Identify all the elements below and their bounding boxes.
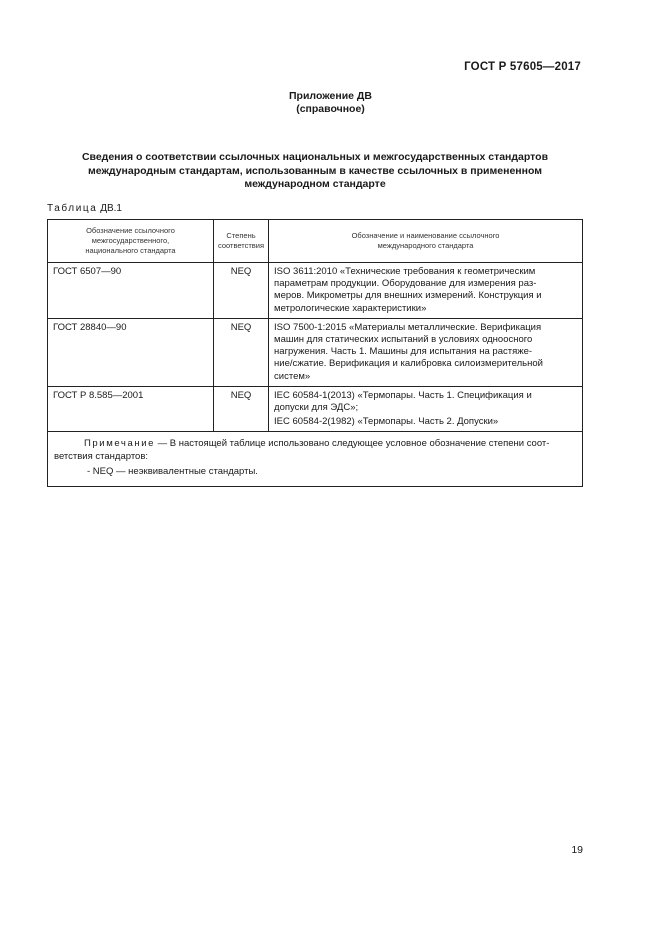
cell-standard: ГОСТ Р 8.585—2001 (48, 386, 214, 432)
header-degree: Степень соответствия (214, 220, 269, 263)
cell-degree: NEQ (214, 318, 269, 386)
table-caption-number: ДВ.1 (100, 203, 122, 214)
table-header-row (48, 220, 583, 263)
note-list-item: - NEQ — неэквивалентные стандарты. (87, 466, 258, 478)
heading-line: Сведения о соответствии ссылочных национальных и межгосударственных стандартов (81, 151, 549, 163)
cell-standard: ГОСТ 28840—90 (48, 318, 214, 386)
appendix-title: Приложение ДВ (289, 90, 372, 102)
cell-degree: NEQ (214, 263, 269, 319)
note-label: Примечание (84, 438, 155, 450)
cell-international: ISO 7500-1:2015 «Материалы металлические. Верификация машин для статических испытаний в условиях одноосного нагружения. Часть 1. Машины для испытания на растяже- ние/сжатие. Верификация и калибровка силоизмерительной систем» (269, 318, 583, 386)
table-note (48, 432, 583, 487)
note-paragraph (54, 438, 576, 451)
correspondence-table (47, 219, 583, 487)
note-text: — В настоящей таблице использовано следующее условное обозначение степени соот- (155, 438, 550, 450)
table-caption (47, 203, 122, 214)
appendix-subtitle: (справочное) (296, 103, 365, 115)
page-number: 19 (571, 844, 583, 856)
table-row (48, 263, 583, 319)
heading-line: международным стандартам, использованным в качестве ссылочных в примененном (87, 164, 543, 177)
table-row (48, 318, 583, 386)
header-international-standard: Обозначение и наименование ссылочного международного стандарта (269, 220, 583, 263)
document-code: ГОСТ Р 57605—2017 (464, 61, 581, 73)
note-text-continued: ветствия стандартов: (54, 450, 149, 462)
cell-international: ISO 3611:2010 «Технические требования к геометрическим параметрам продукции. Оборудование для измерения раз- меров. Микрометры для внешних измерений. Конструкция и метрологические характеристики» (269, 263, 583, 319)
table-note-row (48, 432, 583, 487)
section-heading (60, 151, 570, 192)
cell-degree: NEQ (214, 386, 269, 432)
header-national-standard: Обозначение ссылочного межгосударственного, национального стандарта (48, 220, 214, 263)
cell-standard: ГОСТ 6507—90 (48, 263, 214, 319)
table-row (48, 386, 583, 432)
heading-line: международном стандарте (244, 178, 386, 190)
table-caption-word: Таблица (47, 203, 98, 214)
cell-international: IEC 60584-1(2013) «Термопары. Часть 1. Спецификация и допуски для ЭДС»; IEC 60584-2(1982) «Термопары. Часть 2. Допуски» (269, 386, 583, 432)
appendix-title-block (0, 90, 661, 116)
